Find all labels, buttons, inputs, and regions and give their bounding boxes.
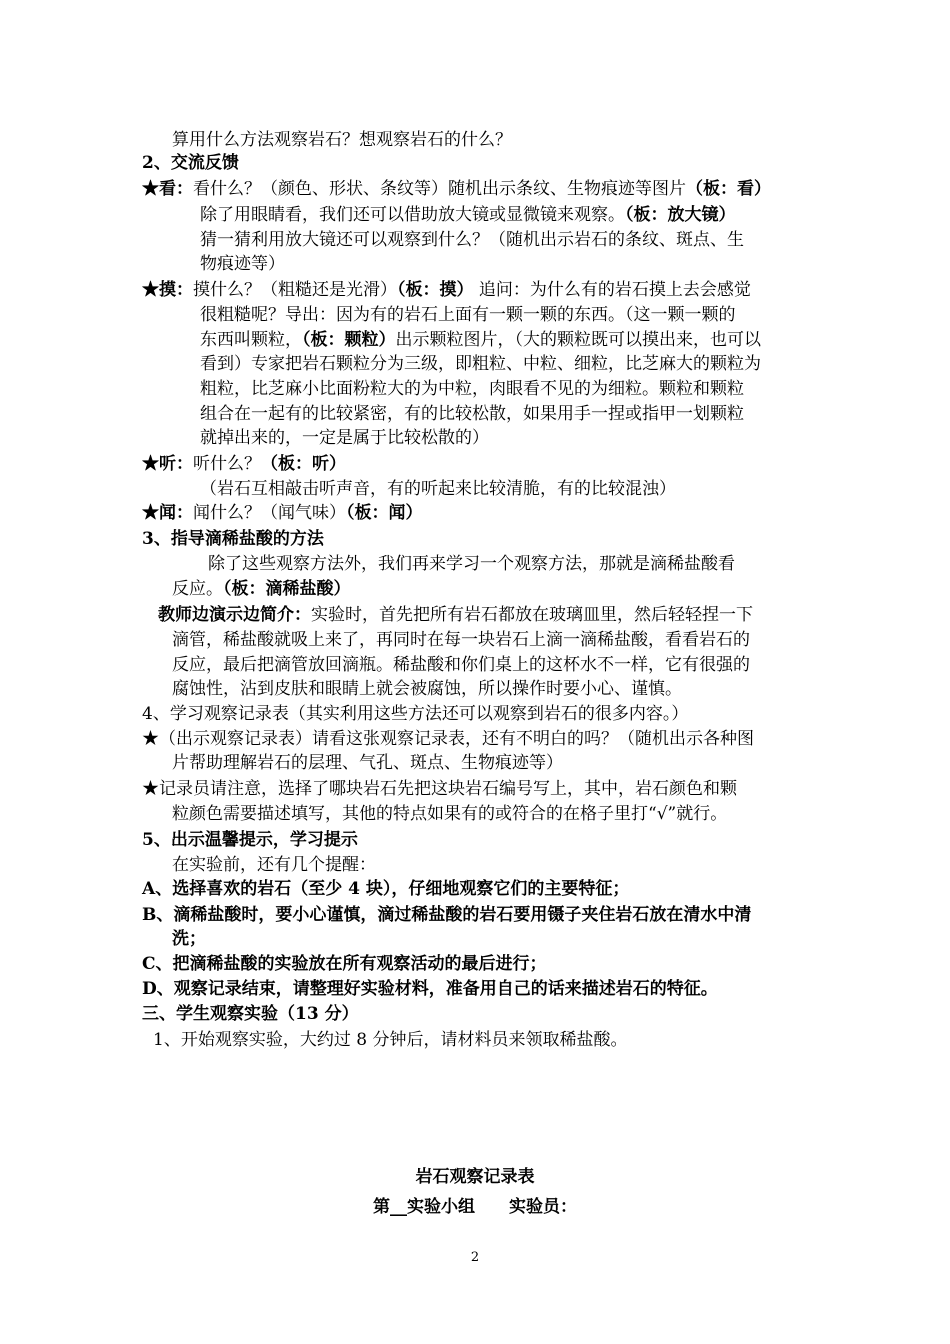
text-segment: ★（出示观察记录表）请看这张观察记录表，还有不明白的吗？（随机出示各种图 (142, 729, 754, 749)
text-segment: （板：听） (261, 454, 346, 474)
text-segment: 物痕迹等） (200, 254, 285, 274)
table-title: 岩石观察记录表 (415, 1167, 535, 1187)
text-segment: A、选择喜欢的岩石（至少 4 块），仔细地观察它们的主要特征； (142, 879, 630, 899)
text-segment: B、滴稀盐酸时，要小心谨慎，滴过稀盐酸的岩石要用镊子夹住岩石放在清水中清 (142, 905, 752, 925)
text-segment: 洗； (172, 929, 206, 949)
text-line (172, 802, 727, 826)
text-line (142, 702, 688, 726)
text-segment: 闻什么？（闻气味） (193, 503, 346, 523)
text-line (142, 777, 737, 801)
text-line (142, 151, 239, 175)
text-segment: 5、出示温馨提示，学习提示 (142, 830, 358, 850)
text-line (142, 1002, 359, 1026)
text-line (153, 1028, 627, 1052)
text-line (200, 352, 761, 376)
text-line (200, 477, 676, 501)
text-segment: 算用什么方法观察岩石？想观察岩石的什么？ (172, 130, 512, 150)
text-line (200, 203, 736, 227)
text-line (172, 853, 376, 877)
text-segment: （板：闻） (346, 503, 423, 523)
text-segment: ★听： (142, 454, 193, 474)
text-segment: 教师边演示边简介： (158, 605, 311, 625)
text-segment: 滴管，稀盐酸就吸上来了，再同时在每一块岩石上滴一滴稀盐酸，看看岩石的 (172, 630, 750, 650)
text-segment: 粗粒，比芝麻小比面粉粒大的为中粒，肉眼看不见的为细粒。颗粒和颗粒 (200, 379, 744, 399)
text-segment: （板：颗粒） (302, 330, 396, 350)
text-segment: ★摸： (142, 280, 193, 300)
text-segment: 看到）专家把岩石颗粒分为三级，即粗粒、中粒、细粒，比芝麻大的颗粒为 (200, 354, 761, 374)
text-line (142, 877, 629, 901)
text-line (142, 828, 358, 852)
text-line (172, 628, 750, 652)
text-segment: （板：滴稀盐酸） (223, 579, 351, 599)
text-line (200, 402, 744, 426)
text-segment: 实验时，首先把所有岩石都放在玻璃皿里，然后轻轻捏一下 (311, 605, 753, 625)
text-line (142, 278, 751, 302)
text-line (200, 377, 744, 401)
text-line (142, 977, 718, 1001)
text-segment: （板：放大镜） (625, 205, 736, 225)
text-line (200, 252, 285, 276)
text-line (142, 727, 754, 751)
text-line (208, 552, 735, 576)
text-segment: （板：看） (686, 179, 771, 199)
text-segment: 反应，最后把滴管放回滴瓶。稀盐酸和你们桌上的这杯水不一样，它有很强的 (172, 655, 750, 675)
text-segment: （岩石互相敲击听声音，有的听起来比较清脆，有的比较混浊） (200, 479, 676, 499)
text-segment: 3、指导滴稀盐酸的方法 (142, 529, 324, 549)
text-line (172, 927, 206, 951)
text-segment: D、观察记录结束，请整理好实验材料，准备用自己的话来描述岩石的特征。 (142, 979, 718, 999)
text-line (142, 452, 346, 476)
text-line (172, 577, 351, 601)
text-segment: ★闻： (142, 503, 193, 523)
text-line (142, 903, 751, 927)
text-segment: 除了这些观察方法外，我们再来学习一个观察方法，那就是滴稀盐酸看 (208, 554, 735, 574)
text-segment: 反应。 (172, 579, 223, 599)
text-line (142, 952, 547, 976)
text-segment: 腐蚀性，沾到皮肤和眼睛上就会被腐蚀，所以操作时要小心、谨慎。 (172, 679, 682, 699)
text-segment: 在实验前，还有几个提醒： (172, 855, 376, 875)
page-number: 2 (470, 1250, 480, 1265)
text-segment: 就掉出来的，一定是属于比较松散的） (200, 428, 489, 448)
text-segment: C、把滴稀盐酸的实验放在所有观察活动的最后进行； (142, 954, 547, 974)
text-segment: 组合在一起有的比较紧密，有的比较松散，如果用手一捏或指甲一划颗粒 (200, 404, 744, 424)
text-segment: 片帮助理解岩石的层理、气孔、斑点、生物痕迹等） (172, 753, 563, 773)
text-segment: （板：摸） (397, 280, 474, 300)
text-line (200, 328, 761, 352)
text-segment: 摸什么？（粗糙还是光滑） (193, 280, 397, 300)
text-line (172, 677, 682, 701)
text-line (200, 303, 736, 327)
text-segment: 2、交流反馈 (142, 153, 239, 173)
text-line (200, 426, 489, 450)
text-line (172, 128, 512, 152)
text-segment: 出示颗粒图片，（大的颗粒既可以摸出来，也可以 (395, 330, 761, 350)
text-line (200, 228, 744, 252)
text-segment: 1、开始观察实验，大约过 8 分钟后，请材料员来领取稀盐酸。 (153, 1030, 628, 1050)
text-line (172, 653, 750, 677)
text-segment: 很粗糙呢？导出：因为有的岩石上面有一颗一颗的东西。（这一颗一颗的 (200, 305, 736, 325)
text-segment: 4、学习观察记录表（其实利用这些方法还可以观察到岩石的很多内容。） (142, 704, 689, 724)
text-segment: ★记录员请注意，选择了哪块岩石先把这块岩石编号写上，其中，岩石颜色和颗 (142, 779, 737, 799)
text-segment: 东西叫颗粒， (200, 330, 302, 350)
text-segment: ★看： (142, 179, 193, 199)
text-line (142, 527, 324, 551)
text-segment: 三、学生观察实验（13 分） (142, 1004, 359, 1024)
text-line (172, 751, 563, 775)
text-segment: 追问：为什么有的岩石摸上去会感觉 (473, 280, 751, 300)
text-line (142, 177, 771, 201)
text-segment: 除了用眼睛看，我们还可以借助放大镜或显微镜来观察。 (200, 205, 625, 225)
table-subtitle: 第__实验小组 实验员： (373, 1197, 577, 1217)
text-segment: 看什么？（颜色、形状、条纹等）随机出示条纹、生物痕迹等图片 (193, 179, 686, 199)
text-line (142, 501, 423, 525)
text-segment: 粒颜色需要描述填写，其他的特点如果有的或符合的在格子里打“√”就行。 (172, 804, 728, 824)
text-segment: 猜一猜利用放大镜还可以观察到什么？（随机出示岩石的条纹、斑点、生 (200, 230, 744, 250)
text-segment: 听什么？ (193, 454, 261, 474)
text-line (158, 603, 753, 627)
